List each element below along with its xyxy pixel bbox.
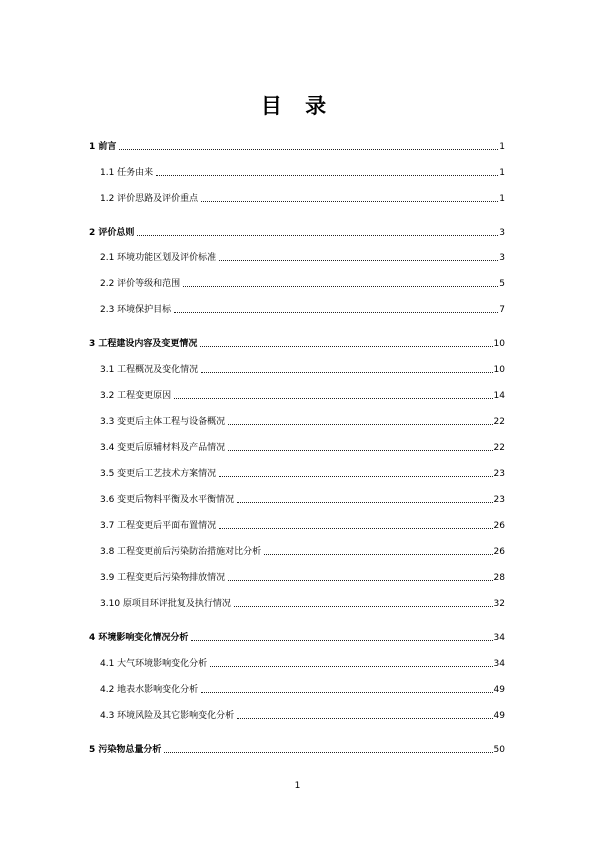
toc-entry-label: 4.2 地表水影响变化分析 [100, 685, 199, 695]
toc-entry-page: 32 [493, 599, 505, 609]
toc-entry-page: 3 [499, 253, 505, 263]
toc-entry-label: 3.9 工程变更后污染物排放情况 [100, 573, 226, 583]
toc-entry-label: 4 环境影响变化情况分析 [89, 633, 189, 643]
toc-chapter-entry[interactable] [89, 225, 505, 239]
toc-entry-label: 2 评价总则 [89, 228, 135, 238]
toc-entry-page: 28 [493, 573, 505, 583]
toc-leader-dots [156, 174, 498, 176]
toc-entry-page: 10 [493, 365, 505, 375]
toc-entry-page: 1 [499, 168, 505, 178]
toc-section-entry[interactable] [100, 302, 505, 316]
toc-section-entry[interactable] [100, 544, 505, 558]
toc-leader-dots [234, 605, 493, 607]
toc-entry-page: 50 [493, 745, 505, 755]
toc-entry-page: 34 [493, 633, 505, 643]
toc-section-entry[interactable] [100, 682, 505, 696]
toc-section-entry[interactable] [100, 518, 505, 532]
toc-entry-page: 49 [493, 711, 505, 721]
toc-leader-dots [119, 148, 498, 150]
toc-entry-page: 26 [493, 547, 505, 557]
toc-section-entry[interactable] [100, 165, 505, 179]
toc-entry-label: 3.3 变更后主体工程与设备概况 [100, 417, 226, 427]
page-number: 1 [294, 781, 301, 791]
toc-entry-page: 26 [493, 521, 505, 531]
toc-leader-dots [237, 501, 492, 503]
toc-leader-dots [201, 691, 492, 693]
toc-section-entry[interactable] [100, 570, 505, 584]
toc-entry-page: 5 [499, 279, 505, 289]
toc-leader-dots [164, 751, 492, 753]
toc-section-entry[interactable] [100, 656, 505, 670]
toc-leader-dots [264, 553, 492, 555]
toc-entry-page: 34 [493, 659, 505, 669]
toc-entry-page: 1 [499, 142, 505, 152]
toc-entry-label: 1 前言 [89, 142, 117, 152]
toc-entry-page: 23 [493, 495, 505, 505]
toc-entry-page: 7 [499, 305, 505, 315]
toc-leader-dots [219, 527, 492, 529]
toc-entry-label: 4.1 大气环境影响变化分析 [100, 659, 208, 669]
toc-title: 目 录 [260, 94, 335, 118]
toc-entry-page: 3 [499, 228, 505, 238]
toc-entry-label: 3.7 工程变更后平面布置情况 [100, 521, 217, 531]
toc-section-entry[interactable] [100, 362, 505, 376]
toc-chapter-entry[interactable] [89, 139, 505, 153]
toc-entry-label: 5 污染物总量分析 [89, 745, 162, 755]
toc-leader-dots [201, 200, 498, 202]
toc-leader-dots [174, 397, 492, 399]
toc-entry-page: 10 [493, 339, 505, 349]
toc-leader-dots [137, 234, 498, 236]
toc-section-entry[interactable] [100, 388, 505, 402]
toc-entry-page: 49 [493, 685, 505, 695]
toc-leader-dots [200, 345, 492, 347]
toc-section-entry[interactable] [100, 596, 505, 610]
toc-entry-label: 3 工程建设内容及变更情况 [89, 339, 198, 349]
toc-leader-dots [228, 423, 492, 425]
toc-entry-label: 2.2 评价等级和范围 [100, 279, 181, 289]
toc-entry-page: 1 [499, 194, 505, 204]
toc-chapter-entry[interactable] [89, 336, 505, 350]
toc-entry-label: 3.4 变更后原辅材料及产品情况 [100, 443, 226, 453]
toc-leader-dots [201, 371, 492, 373]
toc-entry-label: 3.10 原项目环评批复及执行情况 [100, 599, 231, 609]
toc-entry-label: 1.2 评价思路及评价重点 [100, 194, 199, 204]
toc-entry-label: 2.3 环境保护目标 [100, 305, 172, 315]
toc-leader-dots [191, 639, 492, 641]
toc-leader-dots [228, 579, 492, 581]
toc-entry-page: 14 [493, 391, 505, 401]
toc-section-entry[interactable] [100, 708, 505, 722]
toc-entry-label: 3.1 工程概况及变化情况 [100, 365, 199, 375]
toc-section-entry[interactable] [100, 250, 505, 264]
toc-entry-page: 22 [493, 443, 505, 453]
toc-entry-label: 3.2 工程变更原因 [100, 391, 172, 401]
toc-section-entry[interactable] [100, 414, 505, 428]
toc-section-entry[interactable] [100, 466, 505, 480]
toc-leader-dots [219, 475, 492, 477]
toc-entry-page: 22 [493, 417, 505, 427]
toc-chapter-entry[interactable] [89, 742, 505, 756]
toc-entry-label: 3.6 变更后物料平衡及水平衡情况 [100, 495, 235, 505]
toc-chapter-entry[interactable] [89, 630, 505, 644]
toc-section-entry[interactable] [100, 440, 505, 454]
toc-section-entry[interactable] [100, 276, 505, 290]
toc-entry-label: 1.1 任务由来 [100, 168, 154, 178]
toc-section-entry[interactable] [100, 191, 505, 205]
toc-leader-dots [210, 665, 492, 667]
toc-entry-label: 2.1 环境功能区划及评价标准 [100, 253, 217, 263]
toc-entry-label: 3.5 变更后工艺技术方案情况 [100, 469, 217, 479]
toc-entry-label: 3.8 工程变更前后污染防治措施对比分析 [100, 547, 262, 557]
toc-entry-label: 4.3 环境风险及其它影响变化分析 [100, 711, 235, 721]
toc-section-entry[interactable] [100, 492, 505, 506]
toc-entry-page: 23 [493, 469, 505, 479]
toc-leader-dots [183, 285, 498, 287]
toc-leader-dots [174, 311, 498, 313]
toc-leader-dots [237, 717, 492, 719]
toc-leader-dots [228, 449, 492, 451]
toc-leader-dots [219, 259, 498, 261]
